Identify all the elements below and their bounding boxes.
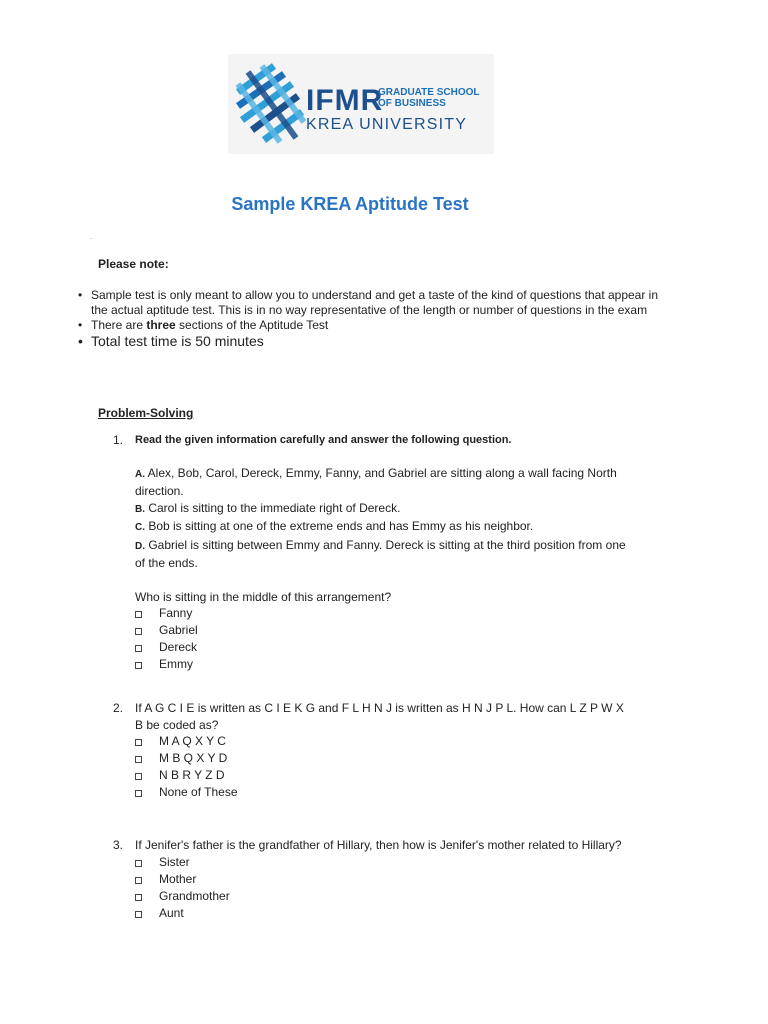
- bullet-dot-icon: •: [78, 318, 83, 332]
- logo-school-line2: OF BUSINESS: [378, 98, 446, 109]
- bullet-text: Total test time is 50 minutes: [91, 333, 264, 349]
- option-label: Emmy: [159, 657, 193, 671]
- option-label: None of These: [159, 785, 238, 799]
- page-title: Sample KREA Aptitude Test: [231, 194, 469, 214]
- logo-school-text: [378, 87, 479, 109]
- question-number: 2.: [113, 701, 124, 715]
- question-body: [135, 837, 673, 854]
- statement-text: Gabriel is sitting between Emmy and Fanny. Dereck is sitting at the third position from one: [145, 537, 626, 552]
- question-prompt: Who is sitting in the middle of this arrangement?: [135, 589, 392, 604]
- statement-text: Bob is sitting at one of the extreme ends and has Emmy as his neighbor.: [145, 519, 534, 533]
- statement-c: [135, 518, 673, 537]
- statement-b: [135, 500, 673, 519]
- option-label: Grandmother: [159, 888, 230, 903]
- option-item[interactable]: [135, 854, 673, 871]
- question-instruction: Read the given information carefully and answer the following question.: [135, 434, 512, 446]
- checkbox-icon[interactable]: [135, 773, 142, 780]
- statement-a-cont: direction.: [135, 484, 184, 498]
- bullet-item: [78, 288, 718, 318]
- checkbox-icon[interactable]: [135, 790, 142, 797]
- statement-text: Carol is sitting to the immediate right of Dereck.: [145, 500, 401, 515]
- bullet-item: [78, 333, 718, 350]
- option-item[interactable]: [135, 905, 673, 922]
- logo-ifmr-text: IFMR: [306, 84, 384, 117]
- checkbox-icon[interactable]: [135, 739, 142, 746]
- checkbox-icon[interactable]: [135, 911, 142, 918]
- ifmr-krea-logo: [228, 54, 494, 154]
- checkbox-icon[interactable]: [135, 628, 142, 635]
- checkbox-icon[interactable]: [135, 860, 142, 867]
- statement-a: [135, 465, 673, 484]
- option-item[interactable]: [135, 622, 673, 639]
- checkbox-icon[interactable]: [135, 877, 142, 884]
- question-1: [113, 432, 673, 673]
- note-heading: Please note:: [98, 257, 169, 271]
- statement-text: Alex, Bob, Carol, Dereck, Emmy, Fanny, and Gabriel are sitting along a wall facing North: [145, 465, 617, 480]
- bullet-item: [78, 318, 718, 333]
- bullet-text: There are: [91, 318, 147, 332]
- option-list: [135, 854, 673, 922]
- statement-d: [135, 537, 673, 556]
- option-item[interactable]: [135, 656, 673, 673]
- question-2: [113, 700, 673, 801]
- option-item[interactable]: [135, 639, 673, 656]
- option-list: [135, 733, 673, 801]
- bullet-text: the actual aptitude test. This is in no way representative of the length or number of questions in the exam: [91, 303, 648, 317]
- question-text: If Jenifer's father is the grandfather of Hillary, then how is Jenifer's mother related to Hillary?: [135, 838, 622, 852]
- question-3: [113, 837, 673, 922]
- question-number: 3.: [113, 838, 124, 852]
- question-text: B be coded as?: [135, 717, 219, 732]
- statement-label: B.: [135, 503, 145, 515]
- stray-mark: .: [90, 232, 93, 241]
- logo-school-line1: GRADUATE SCHOOL: [378, 87, 480, 98]
- checkbox-icon[interactable]: [135, 662, 142, 669]
- bullet-text: Sample test is only meant to allow you to understand and get a taste of the kind of questions that appear in: [91, 288, 659, 302]
- woven-lattice-logo-icon: [234, 62, 306, 146]
- statement-label: D.: [135, 540, 145, 552]
- checkbox-icon[interactable]: [135, 756, 142, 763]
- statement-label: A.: [135, 468, 145, 480]
- option-label: Dereck: [159, 640, 198, 654]
- option-item[interactable]: [135, 733, 673, 750]
- option-label: Fanny: [159, 606, 193, 620]
- section-heading: Problem-Solving: [98, 406, 194, 420]
- option-label: M A Q X Y C: [159, 734, 226, 748]
- option-item[interactable]: [135, 605, 673, 622]
- bullet-dot-icon: •: [78, 288, 83, 302]
- bullet-dot-icon: •: [78, 333, 83, 349]
- option-item[interactable]: [135, 784, 673, 801]
- question-text: If A G C I E is written as C I E K G and F L H N J is written as H N J P L. How can L Z P W X: [135, 701, 624, 715]
- option-label: Aunt: [159, 905, 184, 920]
- bullet-bold-text: three: [146, 318, 176, 332]
- question-body: [135, 432, 673, 605]
- question-body: [135, 700, 673, 733]
- logo-university-text: KREA UNIVERSITY: [306, 116, 468, 133]
- checkbox-icon[interactable]: [135, 645, 142, 652]
- option-label: Mother: [159, 871, 197, 886]
- option-item[interactable]: [135, 871, 673, 888]
- checkbox-icon[interactable]: [135, 894, 142, 901]
- question-number: 1.: [113, 433, 124, 447]
- bullet-text: sections of the Aptitude Test: [175, 318, 329, 332]
- option-label: N B R Y Z D: [159, 768, 225, 782]
- option-list: [135, 605, 673, 673]
- option-item[interactable]: [135, 767, 673, 784]
- option-label: Sister: [159, 854, 190, 869]
- option-item[interactable]: [135, 750, 673, 767]
- option-label: Gabriel: [159, 623, 198, 637]
- statement-label: C.: [135, 522, 145, 533]
- statement-d-cont: of the ends.: [135, 556, 198, 570]
- checkbox-icon[interactable]: [135, 611, 142, 618]
- option-item[interactable]: [135, 888, 673, 905]
- option-label: M B Q X Y D: [159, 751, 228, 765]
- note-bullet-list: [78, 288, 718, 350]
